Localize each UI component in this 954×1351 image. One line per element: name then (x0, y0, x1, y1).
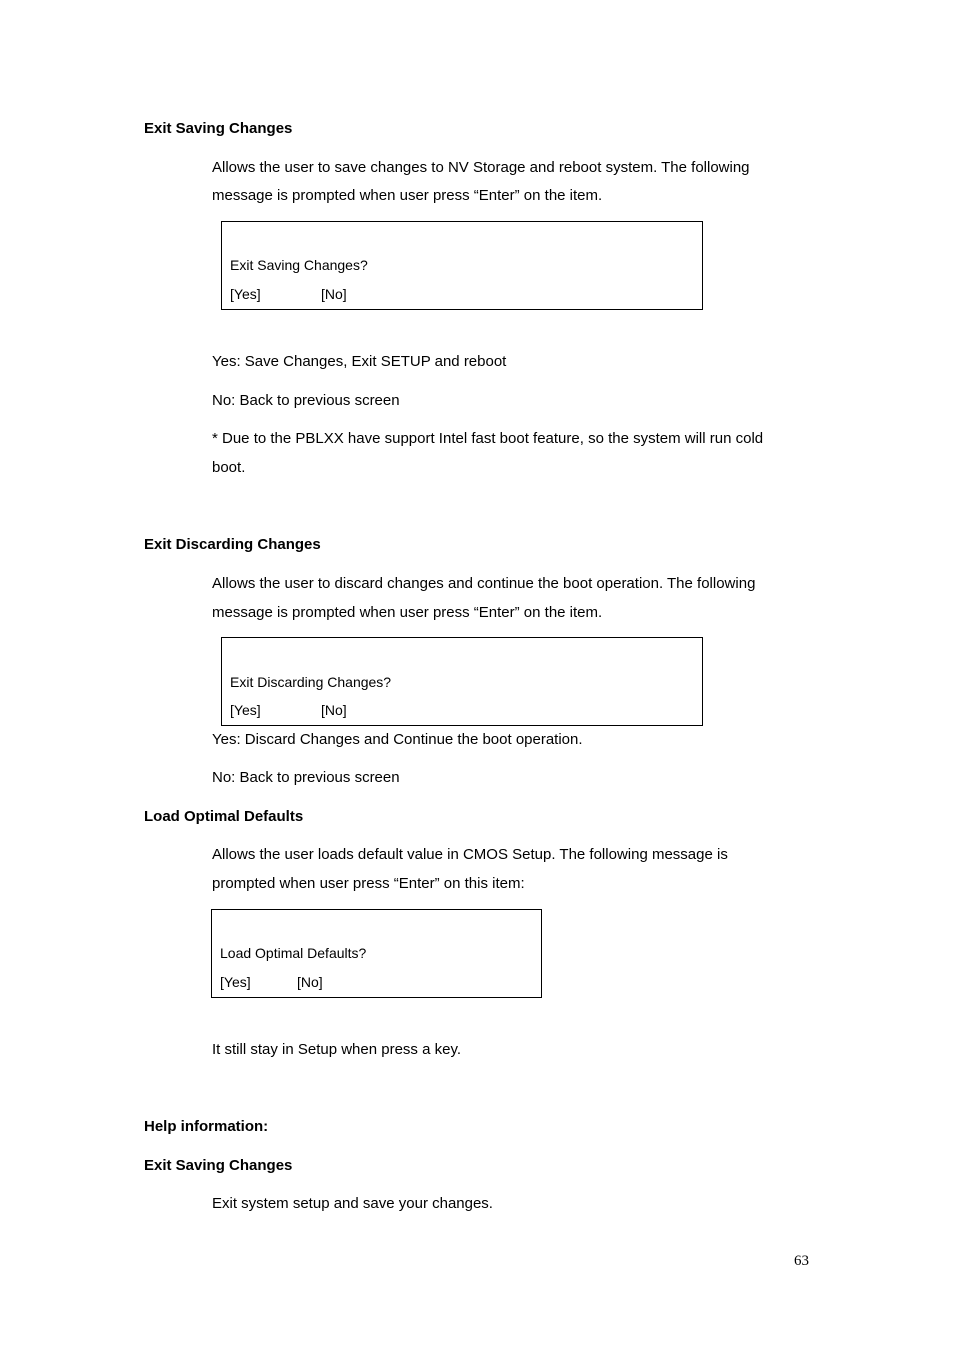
dialog-prompt: Load Optimal Defaults? (220, 945, 367, 961)
help-text: Exit system setup and save your changes. (212, 1195, 493, 1212)
load-optimal-defaults-dialog (211, 909, 542, 998)
dialog-yes-option[interactable]: [Yes] (230, 286, 261, 302)
exit-discarding-changes-dialog (221, 637, 703, 726)
dialog-no-option[interactable]: [No] (321, 702, 347, 718)
paragraph-line: Allows the user to save changes to NV Storage and reboot system. The following (212, 159, 750, 176)
dialog-no-option[interactable]: [No] (297, 974, 323, 990)
help-sub-heading: Exit Saving Changes (144, 1157, 293, 1174)
note-line: boot. (212, 459, 246, 476)
note-line: * Due to the PBLXX have support Intel fast boot feature, so the system will run cold (212, 430, 764, 447)
exit-saving-changes-dialog (221, 221, 703, 310)
page-number: 63 (794, 1253, 809, 1269)
paragraph-line: prompted when user press “Enter” on this item: (212, 875, 525, 892)
yes-description: Yes: Discard Changes and Continue the boot operation. (212, 731, 583, 748)
no-description: No: Back to previous screen (212, 392, 400, 409)
paragraph-line: message is prompted when user press “Enter” on the item. (212, 604, 603, 621)
section-heading-load-optimal-defaults: Load Optimal Defaults (144, 808, 304, 825)
load-defaults-note: It still stay in Setup when press a key. (212, 1041, 462, 1058)
paragraph-line: Allows the user loads default value in CMOS Setup. The following message is (212, 846, 728, 863)
dialog-no-option[interactable]: [No] (321, 286, 347, 302)
no-description: No: Back to previous screen (212, 769, 400, 786)
dialog-prompt: Exit Discarding Changes? (230, 674, 392, 690)
dialog-prompt: Exit Saving Changes? (230, 257, 368, 273)
dialog-yes-option[interactable]: [Yes] (230, 702, 261, 718)
yes-description: Yes: Save Changes, Exit SETUP and reboot (212, 353, 507, 370)
help-information-heading: Help information: (144, 1118, 269, 1135)
dialog-yes-option[interactable]: [Yes] (220, 974, 251, 990)
section-heading-exit-discarding-changes: Exit Discarding Changes (144, 536, 321, 553)
paragraph-line: Allows the user to discard changes and continue the boot operation. The following (212, 575, 756, 592)
paragraph-line: message is prompted when user press “Enter” on the item. (212, 187, 603, 204)
section-heading-exit-saving-changes: Exit Saving Changes (144, 120, 293, 137)
